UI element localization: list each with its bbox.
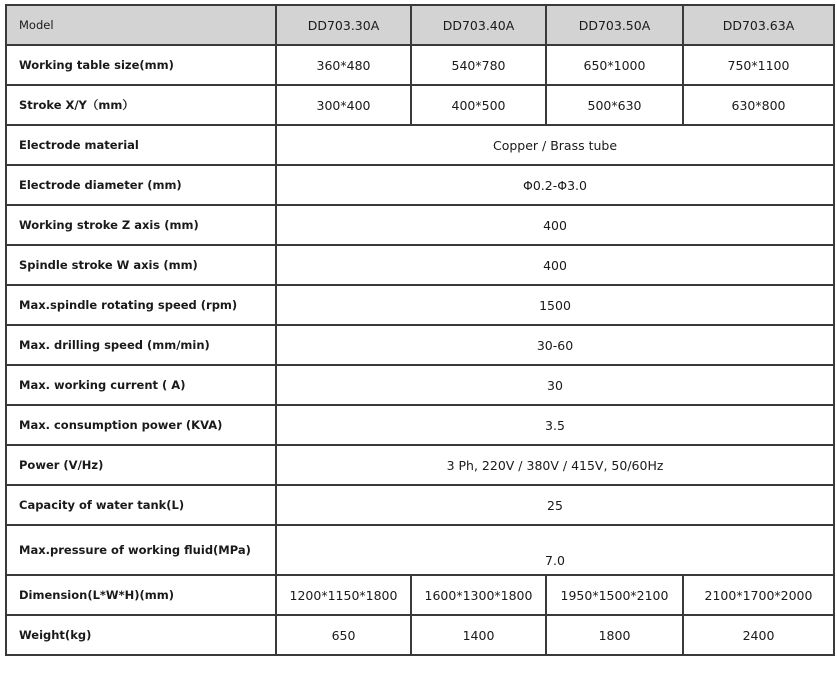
merged-cell-value: 30-60 xyxy=(276,325,834,365)
header-model: DD703.50A xyxy=(546,5,683,45)
row-label: Stroke X/Y（mm） xyxy=(6,85,276,125)
cell-value: 1400 xyxy=(411,615,546,655)
cell-value: 400*500 xyxy=(411,85,546,125)
row-label: Capacity of water tank(L) xyxy=(6,485,276,525)
table-row xyxy=(6,285,834,325)
cell-value: 540*780 xyxy=(411,45,546,85)
cell-value: 1600*1300*1800 xyxy=(411,575,546,615)
merged-cell-value: Copper / Brass tube xyxy=(276,125,834,165)
header-model: DD703.30A xyxy=(276,5,411,45)
table-row xyxy=(6,45,834,85)
cell-value: 630*800 xyxy=(683,85,834,125)
row-label: Spindle stroke W axis (mm) xyxy=(6,245,276,285)
row-label: Electrode material xyxy=(6,125,276,165)
table-row xyxy=(6,245,834,285)
header-model: DD703.40A xyxy=(411,5,546,45)
merged-cell-value: 3.5 xyxy=(276,405,834,445)
header-model: DD703.63A xyxy=(683,5,834,45)
row-label: Max.pressure of working fluid(MPa) xyxy=(6,525,276,575)
row-label: Weight(kg) xyxy=(6,615,276,655)
merged-cell-value: 1500 xyxy=(276,285,834,325)
cell-value: 1200*1150*1800 xyxy=(276,575,411,615)
table-row xyxy=(6,575,834,615)
row-label: Max.spindle rotating speed (rpm) xyxy=(6,285,276,325)
cell-value: 1800 xyxy=(546,615,683,655)
table-row xyxy=(6,85,834,125)
row-label: Dimension(L*W*H)(mm) xyxy=(6,575,276,615)
cell-value: 2400 xyxy=(683,615,834,655)
row-label: Power (V/Hz) xyxy=(6,445,276,485)
cell-value: 650*1000 xyxy=(546,45,683,85)
header-row xyxy=(6,5,834,45)
row-label: Electrode diameter (mm) xyxy=(6,165,276,205)
table-row xyxy=(6,165,834,205)
table-row xyxy=(6,325,834,365)
cell-value: 2100*1700*2000 xyxy=(683,575,834,615)
cell-value: 650 xyxy=(276,615,411,655)
row-label: Working stroke Z axis (mm) xyxy=(6,205,276,245)
row-label: Max. working current ( A) xyxy=(6,365,276,405)
table-row xyxy=(6,445,834,485)
table-row xyxy=(6,525,834,575)
row-label: Working table size(mm) xyxy=(6,45,276,85)
row-label: Max. drilling speed (mm/min) xyxy=(6,325,276,365)
header-model-label: Model xyxy=(6,5,276,45)
merged-cell-value: 25 xyxy=(276,485,834,525)
merged-cell-value: Φ0.2-Φ3.0 xyxy=(276,165,834,205)
cell-value: 750*1100 xyxy=(683,45,834,85)
spec-table xyxy=(5,4,835,656)
table-row xyxy=(6,365,834,405)
table-row xyxy=(6,205,834,245)
cell-value: 360*480 xyxy=(276,45,411,85)
merged-cell-value: 400 xyxy=(276,245,834,285)
cell-value: 1950*1500*2100 xyxy=(546,575,683,615)
merged-cell-value: 30 xyxy=(276,365,834,405)
table-row xyxy=(6,125,834,165)
merged-cell-value: 400 xyxy=(276,205,834,245)
table-row xyxy=(6,615,834,655)
cell-value: 500*630 xyxy=(546,85,683,125)
merged-cell-value: 7.0 xyxy=(276,525,834,575)
table-row xyxy=(6,485,834,525)
cell-value: 300*400 xyxy=(276,85,411,125)
merged-cell-value: 3 Ph, 220V / 380V / 415V, 50/60Hz xyxy=(276,445,834,485)
row-label: Max. consumption power (KVA) xyxy=(6,405,276,445)
table-row xyxy=(6,405,834,445)
